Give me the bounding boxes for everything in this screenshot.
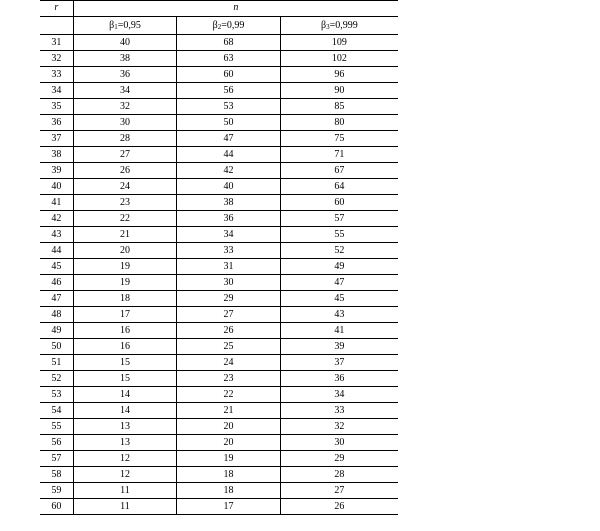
n-value-cell: 53: [177, 99, 281, 115]
beta-value: =0,95: [117, 19, 141, 31]
table-row: [40, 419, 398, 435]
n-value-cell: 24: [73, 179, 177, 195]
n-value-cell: 17: [177, 499, 281, 515]
n-value-cell: 27: [177, 307, 281, 323]
n-value-cell: 38: [177, 195, 281, 211]
n-value-cell: 85: [280, 99, 398, 115]
n-value-cell: 18: [177, 483, 281, 499]
n-value-cell: 45: [280, 291, 398, 307]
row-r-cell: 42: [40, 211, 73, 227]
n-value-cell: 33: [177, 243, 281, 259]
n-value-cell: 40: [73, 35, 177, 51]
n-value-cell: 31: [177, 259, 281, 275]
table-row: [40, 35, 398, 51]
row-r-cell: 56: [40, 435, 73, 451]
n-value-cell: 47: [280, 275, 398, 291]
n-value-cell: 56: [177, 83, 281, 99]
sample-size-table: [40, 0, 398, 515]
table-row: [40, 163, 398, 179]
table-row: [40, 307, 398, 323]
n-value-cell: 38: [73, 51, 177, 67]
table-row: [40, 403, 398, 419]
table-row: [40, 275, 398, 291]
row-r-cell: 50: [40, 339, 73, 355]
n-value-cell: 60: [280, 195, 398, 211]
n-value-cell: 11: [73, 483, 177, 499]
n-value-cell: 23: [73, 195, 177, 211]
n-value-cell: 20: [177, 435, 281, 451]
n-value-cell: 64: [280, 179, 398, 195]
n-value-cell: 19: [177, 451, 281, 467]
table-row: [40, 339, 398, 355]
n-value-cell: 71: [280, 147, 398, 163]
row-r-cell: 38: [40, 147, 73, 163]
n-value-cell: 30: [280, 435, 398, 451]
row-r-cell: 41: [40, 195, 73, 211]
n-value-cell: 22: [73, 211, 177, 227]
row-variable-header: r: [40, 0, 73, 17]
row-r-cell: 43: [40, 227, 73, 243]
n-value-cell: 11: [73, 499, 177, 515]
n-value-cell: 75: [280, 131, 398, 147]
row-r-cell: 58: [40, 467, 73, 483]
n-value-cell: 80: [280, 115, 398, 131]
n-value-cell: 20: [73, 243, 177, 259]
table-row: [40, 147, 398, 163]
table-row: [40, 51, 398, 67]
n-value-cell: 49: [280, 259, 398, 275]
table-row: [40, 243, 398, 259]
n-value-cell: 15: [73, 355, 177, 371]
n-value-cell: 16: [73, 339, 177, 355]
table-row: [40, 259, 398, 275]
table-row: [40, 467, 398, 483]
n-value-cell: 96: [280, 67, 398, 83]
n-value-cell: 20: [177, 419, 281, 435]
n-value-cell: 109: [280, 35, 398, 51]
table-row: [40, 323, 398, 339]
table-row: [40, 179, 398, 195]
n-value-cell: 42: [177, 163, 281, 179]
table-row: [40, 227, 398, 243]
n-value-cell: 19: [73, 275, 177, 291]
n-value-cell: 28: [73, 131, 177, 147]
n-value-cell: 36: [177, 211, 281, 227]
beta-subscript: 2: [217, 22, 222, 31]
table-row: [40, 99, 398, 115]
row-r-cell: 37: [40, 131, 73, 147]
n-value-cell: 34: [73, 83, 177, 99]
table-row: [40, 291, 398, 307]
table-row: [40, 83, 398, 99]
n-value-cell: 63: [177, 51, 281, 67]
table-row: [40, 371, 398, 387]
row-r-cell: 55: [40, 419, 73, 435]
row-r-cell: 31: [40, 35, 73, 51]
n-value-cell: 40: [177, 179, 281, 195]
n-value-cell: 19: [73, 259, 177, 275]
beta-value: =0,999: [329, 19, 358, 31]
n-value-cell: 68: [177, 35, 281, 51]
n-value-cell: 25: [177, 339, 281, 355]
n-value-cell: 14: [73, 387, 177, 403]
n-value-cell: 67: [280, 163, 398, 179]
n-value-cell: 52: [280, 243, 398, 259]
n-value-cell: 29: [280, 451, 398, 467]
row-r-cell: 49: [40, 323, 73, 339]
n-value-cell: 18: [177, 467, 281, 483]
beta-subscript: 3: [326, 22, 330, 31]
table-row: [40, 195, 398, 211]
n-value-cell: 30: [73, 115, 177, 131]
n-value-cell: 26: [177, 323, 281, 339]
table-body: [40, 35, 398, 515]
beta-subscript: 1: [114, 22, 118, 31]
row-r-cell: 59: [40, 483, 73, 499]
n-value-cell: 27: [73, 147, 177, 163]
n-value-cell: 23: [177, 371, 281, 387]
n-value-cell: 26: [280, 499, 398, 515]
n-value-cell: 55: [280, 227, 398, 243]
n-value-cell: 14: [73, 403, 177, 419]
n-value-cell: 44: [177, 147, 281, 163]
row-r-cell: 47: [40, 291, 73, 307]
n-value-cell: 34: [280, 387, 398, 403]
n-value-cell: 17: [73, 307, 177, 323]
n-value-cell: 30: [177, 275, 281, 291]
beta3-header: [280, 17, 398, 35]
row-r-cell: 45: [40, 259, 73, 275]
n-value-cell: 36: [280, 371, 398, 387]
beta-value: =0,99: [221, 19, 245, 31]
n-value-cell: 21: [73, 227, 177, 243]
table-row: [40, 211, 398, 227]
n-value-cell: 12: [73, 467, 177, 483]
table-row: [40, 355, 398, 371]
table-row: [40, 483, 398, 499]
n-value-cell: 13: [73, 435, 177, 451]
row-r-cell: 57: [40, 451, 73, 467]
beta2-header: [177, 17, 281, 35]
n-value-cell: 16: [73, 323, 177, 339]
n-value-cell: 43: [280, 307, 398, 323]
row-r-cell: 51: [40, 355, 73, 371]
n-value-cell: 24: [177, 355, 281, 371]
header-row-1: [40, 0, 398, 17]
row-r-cell: 53: [40, 387, 73, 403]
row-r-cell: 33: [40, 67, 73, 83]
n-value-cell: 37: [280, 355, 398, 371]
n-value-cell: 15: [73, 371, 177, 387]
table-row: [40, 435, 398, 451]
n-value-cell: 28: [280, 467, 398, 483]
beta-symbol: β: [109, 19, 115, 31]
n-value-cell: 90: [280, 83, 398, 99]
n-value-cell: 18: [73, 291, 177, 307]
n-value-cell: 29: [177, 291, 281, 307]
table-row: [40, 131, 398, 147]
n-value-cell: 50: [177, 115, 281, 131]
table-row: [40, 387, 398, 403]
n-value-cell: 41: [280, 323, 398, 339]
n-value-cell: 32: [73, 99, 177, 115]
table-row: [40, 499, 398, 515]
table-row: [40, 451, 398, 467]
beta-symbol: β: [321, 19, 327, 31]
header-row-2: [40, 17, 398, 35]
n-value-cell: 22: [177, 387, 281, 403]
n-value-cell: 21: [177, 403, 281, 419]
n-header: n: [73, 0, 398, 17]
row-r-cell: 46: [40, 275, 73, 291]
n-value-cell: 57: [280, 211, 398, 227]
beta-symbol: β: [212, 19, 218, 31]
row-r-cell: 52: [40, 371, 73, 387]
n-value-cell: 60: [177, 67, 281, 83]
n-value-cell: 27: [280, 483, 398, 499]
row-r-cell: 54: [40, 403, 73, 419]
beta1-header: [73, 17, 177, 35]
row-r-cell: 36: [40, 115, 73, 131]
n-value-cell: 34: [177, 227, 281, 243]
row-r-cell: 34: [40, 83, 73, 99]
n-value-cell: 26: [73, 163, 177, 179]
row-r-cell: 44: [40, 243, 73, 259]
empty-header-cell: [40, 17, 73, 35]
table-row: [40, 67, 398, 83]
table-row: [40, 115, 398, 131]
n-value-cell: 13: [73, 419, 177, 435]
row-r-cell: 39: [40, 163, 73, 179]
row-r-cell: 35: [40, 99, 73, 115]
n-value-cell: 36: [73, 67, 177, 83]
row-r-cell: 48: [40, 307, 73, 323]
n-value-cell: 39: [280, 339, 398, 355]
n-value-cell: 47: [177, 131, 281, 147]
row-r-cell: 60: [40, 499, 73, 515]
n-value-cell: 102: [280, 51, 398, 67]
row-r-cell: 40: [40, 179, 73, 195]
n-value-cell: 12: [73, 451, 177, 467]
n-value-cell: 32: [280, 419, 398, 435]
n-value-cell: 33: [280, 403, 398, 419]
row-r-cell: 32: [40, 51, 73, 67]
